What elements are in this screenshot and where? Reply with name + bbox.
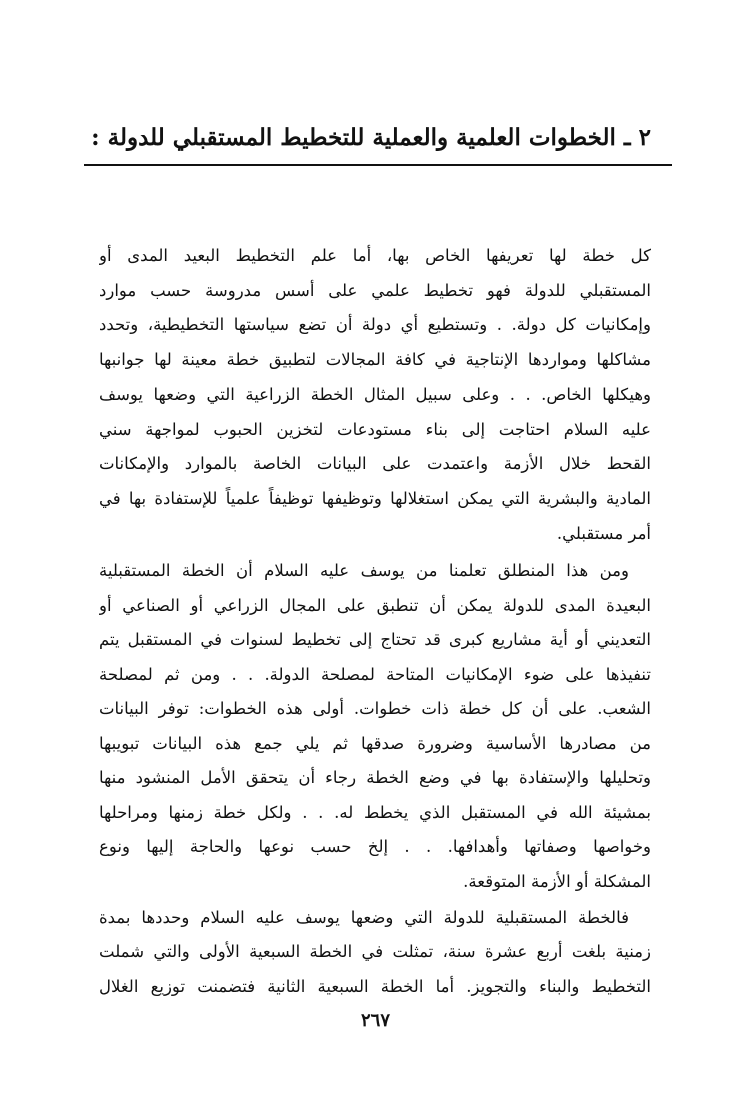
paragraph-line: كل خطة لها تعريفها الخاص بها، أما علم التخطيط البعيد المدى أو [99,246,651,265]
paragraph-line: المشكلة أو الأزمة المتوقعة. [463,871,651,891]
paragraph-1 [99,239,651,551]
paragraph-line: أمر مستقبلي. [556,523,651,543]
section-heading: ٢ ـ الخطوات العلمية والعملية للتخطيط المستقبلي للدولة : [91,124,651,151]
paragraph-line: من مصادرها الأساسية وضرورة صدقها ثم يلي جمع هذه البيانات تبويبها [99,733,651,753]
paragraph-3 [99,901,651,1004]
paragraph-line: وإمكانيات كل دولة. . وتستطيع أي دولة أن تضع سياستها التخطيطية، وتحدد [99,315,651,335]
paragraph-line: الشعب. على أن كل خطة ذات خطوات. أولى هذه الخطوات: توفر البيانات [99,699,651,718]
page-number: ٢٦٧ [360,1010,390,1031]
paragraph-line: وهيكلها الخاص. . . وعلى سبيل المثال الخطة الزراعية التي وضعها يوسف [99,384,651,404]
heading-underline [84,164,672,166]
paragraph-line: بمشيئة الله في المستقبل الذي يخطط له. . . ولكل خطة زمنها ومراحلها [99,802,651,822]
paragraph-line: التخطيط والبناء والتجويز. أما الخطة السبعية الثانية فتضمنت توزيع الغلال [99,976,651,996]
paragraph-line: عليه السلام احتاجت إلى بناء مستودعات لتخزين الحبوب لمواجهة سني [99,419,651,439]
paragraph-line: وخواصها وصفاتها وأهدافها. . . إلخ حسب نوعها والحاجة إليها ونوع [99,837,651,856]
paragraph-line: التعديني أو أية مشاريع كبرى قد تحتاج إلى تخطيط لسنوات في المستقبل يتم [99,630,651,649]
paragraph-line: فالخطة المستقبلية للدولة التي وضعها يوسف عليه السلام وحددها بمدة [99,908,629,927]
paragraph-line: ومن هذا المنطلق تعلمنا من يوسف عليه السلام أن الخطة المستقبلية [99,561,629,580]
paragraph-line: القحط خلال الأزمة واعتمدت على البيانات الخاصة بالموارد والإمكانات [99,454,651,474]
paragraph-line: المادية والبشرية التي يمكن استغلالها وتوظيفها توظيفاً علمياً للإستفادة بها في [99,488,651,508]
paragraph-line: البعيدة المدى للدولة يمكن أن تنطبق على المجال الزراعي أو الصناعي أو [99,595,651,615]
paragraph-line: مشاكلها ومواردها الإنتاجية في كافة المجالات لتطبيق خطة معينة لها جوانبها [99,350,651,370]
paragraph-line: تنفيذها على ضوء الإمكانيات المتاحة لمصلحة الدولة. . . ومن ثم لمصلحة [99,664,651,684]
paragraph-2 [99,554,651,899]
paragraph-line: وتحليلها والإستفادة بها في وضع الخطة رجاء أن يتحقق الأمل المنشود منها [99,768,651,787]
paragraph-line: زمنية بلغت أربع عشرة سنة، تمثلت في الخطة السبعية الأولى والتي شملت [99,942,651,962]
paragraph-line: المستقبلي للدولة فهو تخطيط علمي على أسس مدروسة حسب موارد [99,280,651,300]
